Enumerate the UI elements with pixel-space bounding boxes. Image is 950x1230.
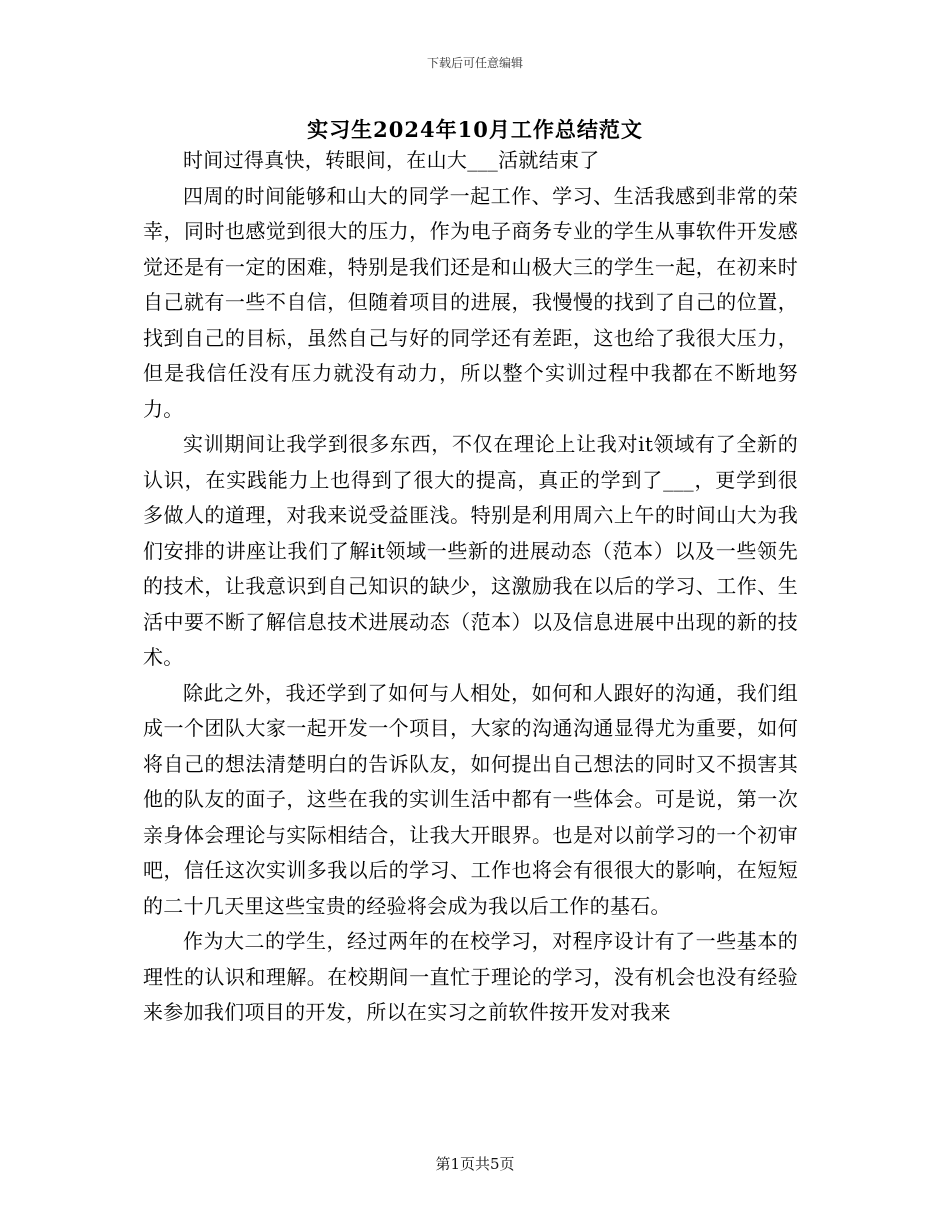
document-body <box>143 143 798 1031</box>
page-number: 第1页共5页 <box>435 1155 515 1173</box>
page-header-note: 下载后可任意编辑 <box>426 56 523 70</box>
paragraph-intro: 时间过得真快，转眼间，在山大___活就结束了 <box>183 148 600 172</box>
paragraph-four-weeks: 四周的时间能够和山大的同学一起工作、学习、生活我感到非常的荣幸，同时也感觉到很大的压力，作为电子商务专业的学生从事软件开发感觉还是有一定的困难，特别是我们还是和山极大三的学生一起，在初来时自己就有一些不自信，但随着项目的进展，我慢慢的找到了自己的位置，找到自己的目标，虽然自己与好的同学还有差距，这也给了我很大压力，但是我信任没有压力就没有动力，所以整个实训过程中我都在不断地努力。 <box>143 183 798 421</box>
paragraph-training-gains: 实训期间让我学到很多东西，不仅在理论上让我对it领域有了全新的认识，在实践能力上也得到了很大的提高，真正的学到了___，更学到很多做人的道理，对我来说受益匪浅。特别是利用周六上午的时间山大为我们安排的讲座让我们了解it领域一些新的进展动态（范本）以及一些领先的技术，让我意识到自己知识的缺少，这激励我在以后的学习、工作、生活中要不断了解信息技术进展动态（范本）以及信息进展中出现的新的技术。 <box>143 432 798 669</box>
paragraph-sophomore: 作为大二的学生，经过两年的在校学习，对程序设计有了一些基本的理性的认识和理解。在校期间一直忙于理论的学习，没有机会也没有经验来参加我们项目的开发，所以在实习之前软件按开发对我来 <box>143 929 798 1024</box>
document-title: 实习生2024年10月工作总结范文 <box>307 117 643 142</box>
paragraph-teamwork: 除此之外，我还学到了如何与人相处，如何和人跟好的沟通，我们组成一个团队大家一起开发一个项目，大家的沟通沟通显得尤为重要，如何将自己的想法清楚明白的告诉队友，如何提出自己想法的同时又不损害其他的队友的面子，这些在我的实训生活中都有一些体会。可是说，第一次亲身体会理论与实际相结合，让我大开眼界。也是对以前学习的一个初审吧，信任这次实训多我以后的学习、工作也将会有很很大的影响，在短短的二十几天里这些宝贵的经验将会成为我以后工作的基石。 <box>143 680 798 918</box>
